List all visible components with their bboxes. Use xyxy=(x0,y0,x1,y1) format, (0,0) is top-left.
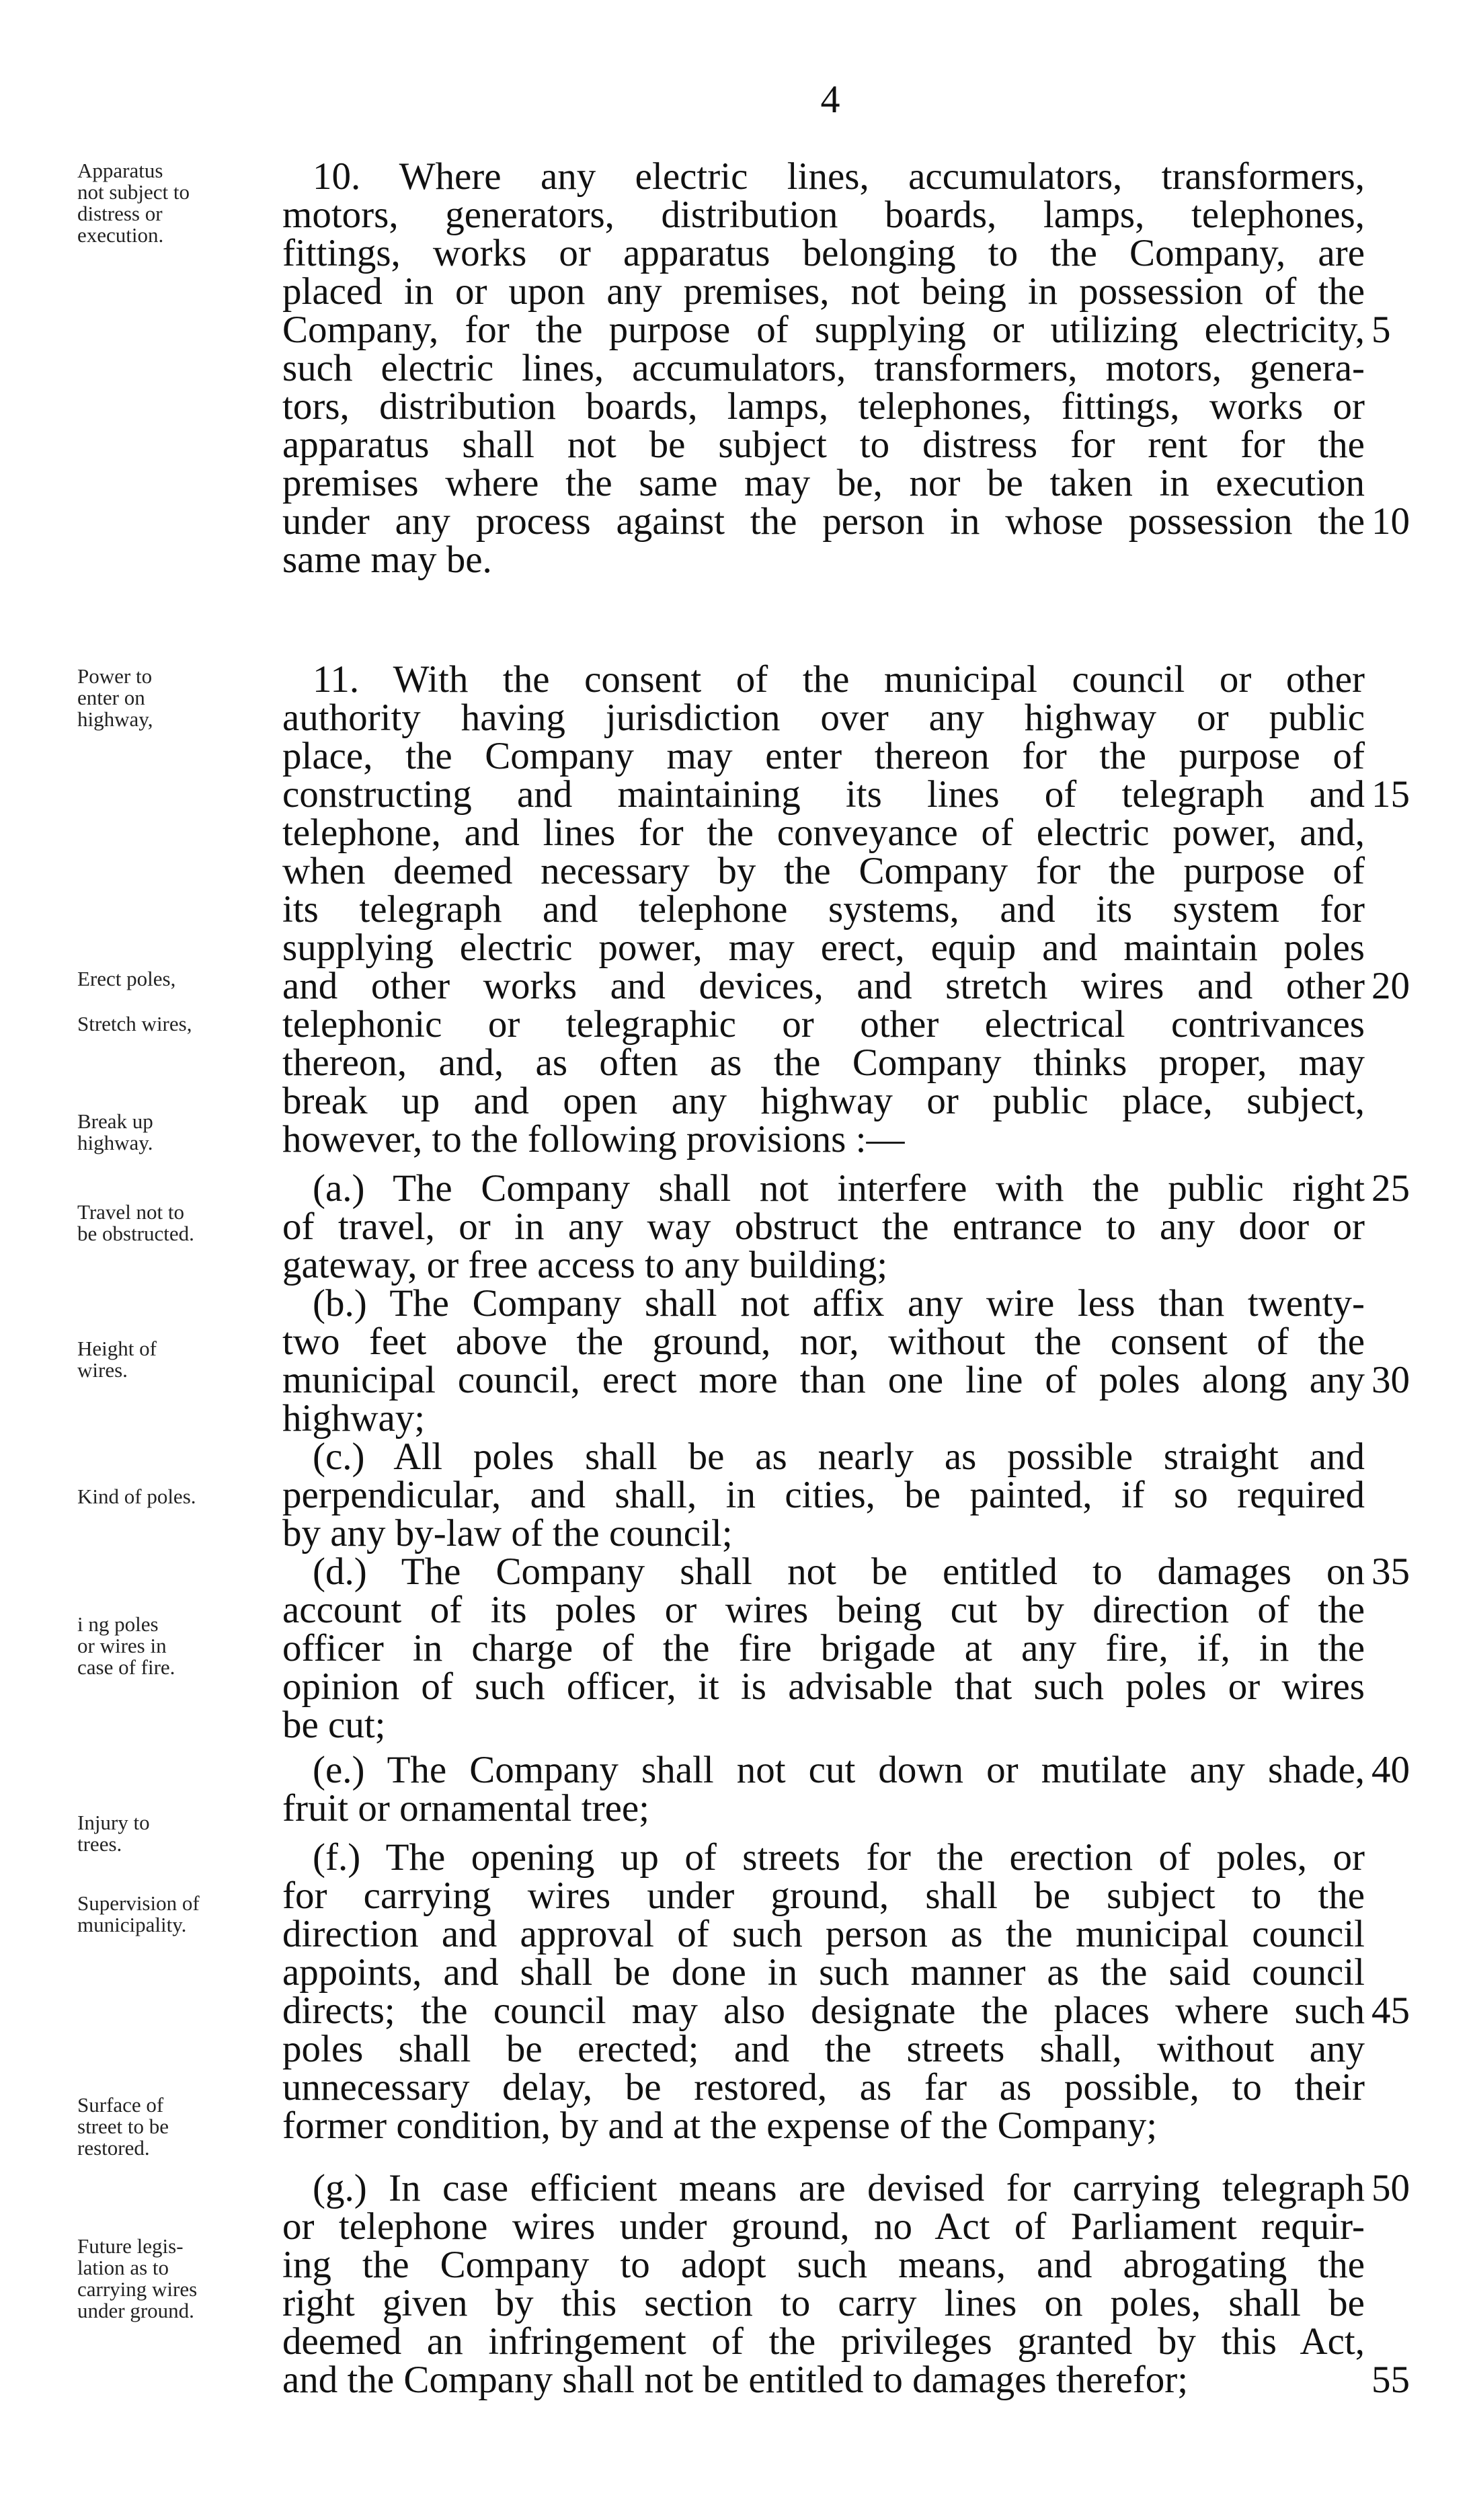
text-line: directs; the council may also designate the places where such xyxy=(282,1990,1365,2032)
sidenote-line: restored. xyxy=(77,2136,150,2160)
sidenote-erect-poles xyxy=(77,968,279,990)
line-number: 25 xyxy=(1371,1167,1410,1210)
line-number: 15 xyxy=(1371,773,1410,816)
line-number: 20 xyxy=(1371,965,1410,1007)
text-line: placed in or upon any premises, not being in possession of the xyxy=(282,270,1365,313)
sidenote-line: Travel not to xyxy=(77,1200,185,1224)
sidenote-line: Future legis- xyxy=(77,2234,184,2258)
sidenote-line: highway. xyxy=(77,1131,153,1154)
text-line: authority having jurisdiction over any highway or public xyxy=(282,697,1365,739)
text-line: of travel, or in any way obstruct the entrance to any door or xyxy=(282,1206,1365,1248)
sidenote-supervision xyxy=(77,1893,279,1936)
text-line: 11. With the consent of the municipal council or other xyxy=(313,658,1365,701)
text-line: (g.) In case efficient means are devised for carrying telegraph xyxy=(313,2167,1365,2209)
sidenote-line: Apparatus xyxy=(77,159,163,182)
sidenote-height-of-wires xyxy=(77,1338,279,1381)
sidenote-line: trees. xyxy=(77,1832,122,1856)
sidenote-line: street to be xyxy=(77,2115,169,2138)
text-line: break up and open any highway or public place, subject, xyxy=(282,1080,1365,1122)
text-line: two feet above the ground, nor, without the consent of the xyxy=(282,1321,1365,1363)
line-number: 30 xyxy=(1371,1359,1410,1401)
sidenote-line: execution. xyxy=(77,223,164,247)
text-line: under any process against the person in whose possession the xyxy=(282,500,1365,543)
sidenote-travel xyxy=(77,1202,279,1245)
sidenote-line: Supervision of xyxy=(77,1891,200,1915)
sidenote-apparatus xyxy=(77,160,279,246)
text-line: supplying electric power, may erect, equip and maintain poles xyxy=(282,927,1365,969)
text-line: unnecessary delay, be restored, as far as possible, to their xyxy=(282,2066,1365,2109)
text-line: gateway, or free access to any building; xyxy=(282,1244,888,1286)
text-line: place, the Company may enter thereon for the purpose of xyxy=(282,735,1365,777)
text-line: Company, for the purpose of supplying or utilizing electricity, xyxy=(282,309,1365,351)
sidenote-line: Break up xyxy=(77,1109,153,1133)
text-line: former condition, by and at the expense of the Company; xyxy=(282,2104,1158,2147)
line-number: 5 xyxy=(1371,309,1391,351)
text-line: (f.) The opening up of streets for the erection of poles, or xyxy=(313,1836,1365,1879)
sidenote-line: under ground. xyxy=(77,2299,194,2322)
text-line: highway; xyxy=(282,1397,426,1440)
text-line: tors, distribution boards, lamps, telephones, fittings, works or xyxy=(282,385,1365,428)
sidenote-line: enter on xyxy=(77,686,145,709)
text-line: when deemed necessary by the Company for the purpose of xyxy=(282,850,1365,892)
text-line: appoints, and shall be done in such manner as the said council xyxy=(282,1951,1365,1994)
text-line: poles shall be erected; and the streets shall, without any xyxy=(282,2028,1365,2070)
text-line: account of its poles or wires being cut by direction of the xyxy=(282,1589,1365,1631)
line-number: 10 xyxy=(1371,500,1410,543)
text-line: by any by-law of the council; xyxy=(282,1512,733,1554)
sidenote-line: Power to xyxy=(77,664,153,688)
text-line: direction and approval of such person as the municipal council xyxy=(282,1913,1365,1955)
sidenote-future-legislation xyxy=(77,2236,279,2322)
sidenote-line: carrying wires xyxy=(77,2277,198,2301)
sidenote-line: i ng poles xyxy=(77,1612,159,1636)
sidenote-line: Erect poles, xyxy=(77,967,176,990)
text-line: fruit or ornamental tree; xyxy=(282,1787,650,1829)
text-line: premises where the same may be, nor be taken in execution xyxy=(282,462,1365,504)
sidenote-line: wires. xyxy=(77,1358,128,1382)
text-line: constructing and maintaining its lines of telegraph and xyxy=(282,773,1365,816)
sidenote-line: Height of xyxy=(77,1337,157,1360)
text-line: telephone, and lines for the conveyance of electric power, and, xyxy=(282,812,1365,854)
text-line: municipal council, erect more than one line of poles along any xyxy=(282,1359,1365,1401)
sidenote-line: Injury to xyxy=(77,1811,150,1834)
line-number: 35 xyxy=(1371,1550,1410,1593)
text-line: officer in charge of the fire brigade at any fire, if, in the xyxy=(282,1627,1365,1669)
sidenote-line: Surface of xyxy=(77,2093,164,2117)
sidenote-line: Kind of poles. xyxy=(77,1485,196,1508)
sidenote-line: or wires in xyxy=(77,1634,167,1657)
text-line: opinion of such officer, it is advisable that such poles or wires xyxy=(282,1665,1365,1708)
text-line: and other works and devices, and stretch wires and other xyxy=(282,965,1365,1007)
sidenote-line: highway, xyxy=(77,707,153,731)
sidenote-line: not subject to xyxy=(77,180,190,204)
page-number: 4 xyxy=(820,77,840,121)
text-line: or telephone wires under ground, no Act of Parliament requir- xyxy=(282,2205,1365,2248)
sidenote-stretch-wires xyxy=(77,1013,279,1035)
text-line: and the Company shall not be entitled to damages therefor; xyxy=(282,2359,1189,2401)
text-line: telephonic or telegraphic or other electrical contrivances xyxy=(282,1003,1365,1046)
line-number: 50 xyxy=(1371,2167,1410,2209)
sidenote-injury-to-trees xyxy=(77,1812,279,1855)
text-line: thereon, and, as often as the Company thinks proper, may xyxy=(282,1041,1365,1084)
line-number: 45 xyxy=(1371,1990,1410,2032)
sidenote-line: lation as to xyxy=(77,2256,169,2279)
text-line: deemed an infringement of the privileges granted by this Act, xyxy=(282,2320,1365,2363)
sidenote-break-up-highway xyxy=(77,1111,279,1154)
line-number: 55 xyxy=(1371,2359,1410,2401)
text-line: motors, generators, distribution boards, lamps, telephones, xyxy=(282,194,1365,236)
text-line: such electric lines, accumulators, transformers, motors, genera- xyxy=(282,347,1365,389)
text-line: (c.) All poles shall be as nearly as possible straight and xyxy=(313,1435,1365,1478)
sidenote-line: distress or xyxy=(77,202,163,225)
text-line: right given by this section to carry lines on poles, shall be xyxy=(282,2282,1365,2324)
text-line: for carrying wires under ground, shall be subject to the xyxy=(282,1875,1365,1917)
text-line: ing the Company to adopt such means, and abrogating the xyxy=(282,2244,1365,2286)
text-line: 10. Where any electric lines, accumulators, transformers, xyxy=(313,155,1365,198)
text-line: (e.) The Company shall not cut down or mutilate any shade, xyxy=(313,1749,1365,1791)
sidenote-cutting-poles xyxy=(77,1614,279,1678)
line-number: 40 xyxy=(1371,1749,1410,1791)
text-line: its telegraph and telephone systems, and its system for xyxy=(282,888,1365,931)
sidenote-line: case of fire. xyxy=(77,1655,175,1679)
text-line: (a.) The Company shall not interfere with the public right xyxy=(313,1167,1365,1210)
text-line: fittings, works or apparatus belonging to the Company, are xyxy=(282,232,1365,274)
text-line: however, to the following provisions :— xyxy=(282,1118,905,1160)
text-line: be cut; xyxy=(282,1704,386,1746)
sidenote-line: be obstructed. xyxy=(77,1222,194,1245)
sidenote-surface-restored xyxy=(77,2094,279,2159)
sidenote-line: Stretch wires, xyxy=(77,1012,192,1035)
sidenote-power-to-enter xyxy=(77,666,279,730)
text-line: apparatus shall not be subject to distress for rent for the xyxy=(282,424,1365,466)
text-line: (b.) The Company shall not affix any wire less than twenty- xyxy=(313,1282,1365,1325)
text-line: perpendicular, and shall, in cities, be painted, if so required xyxy=(282,1474,1365,1516)
text-line: (d.) The Company shall not be entitled to damages on xyxy=(313,1550,1365,1593)
sidenote-line: municipality. xyxy=(77,1913,187,1936)
sidenote-kind-of-poles xyxy=(77,1486,279,1507)
text-line: same may be. xyxy=(282,539,492,581)
